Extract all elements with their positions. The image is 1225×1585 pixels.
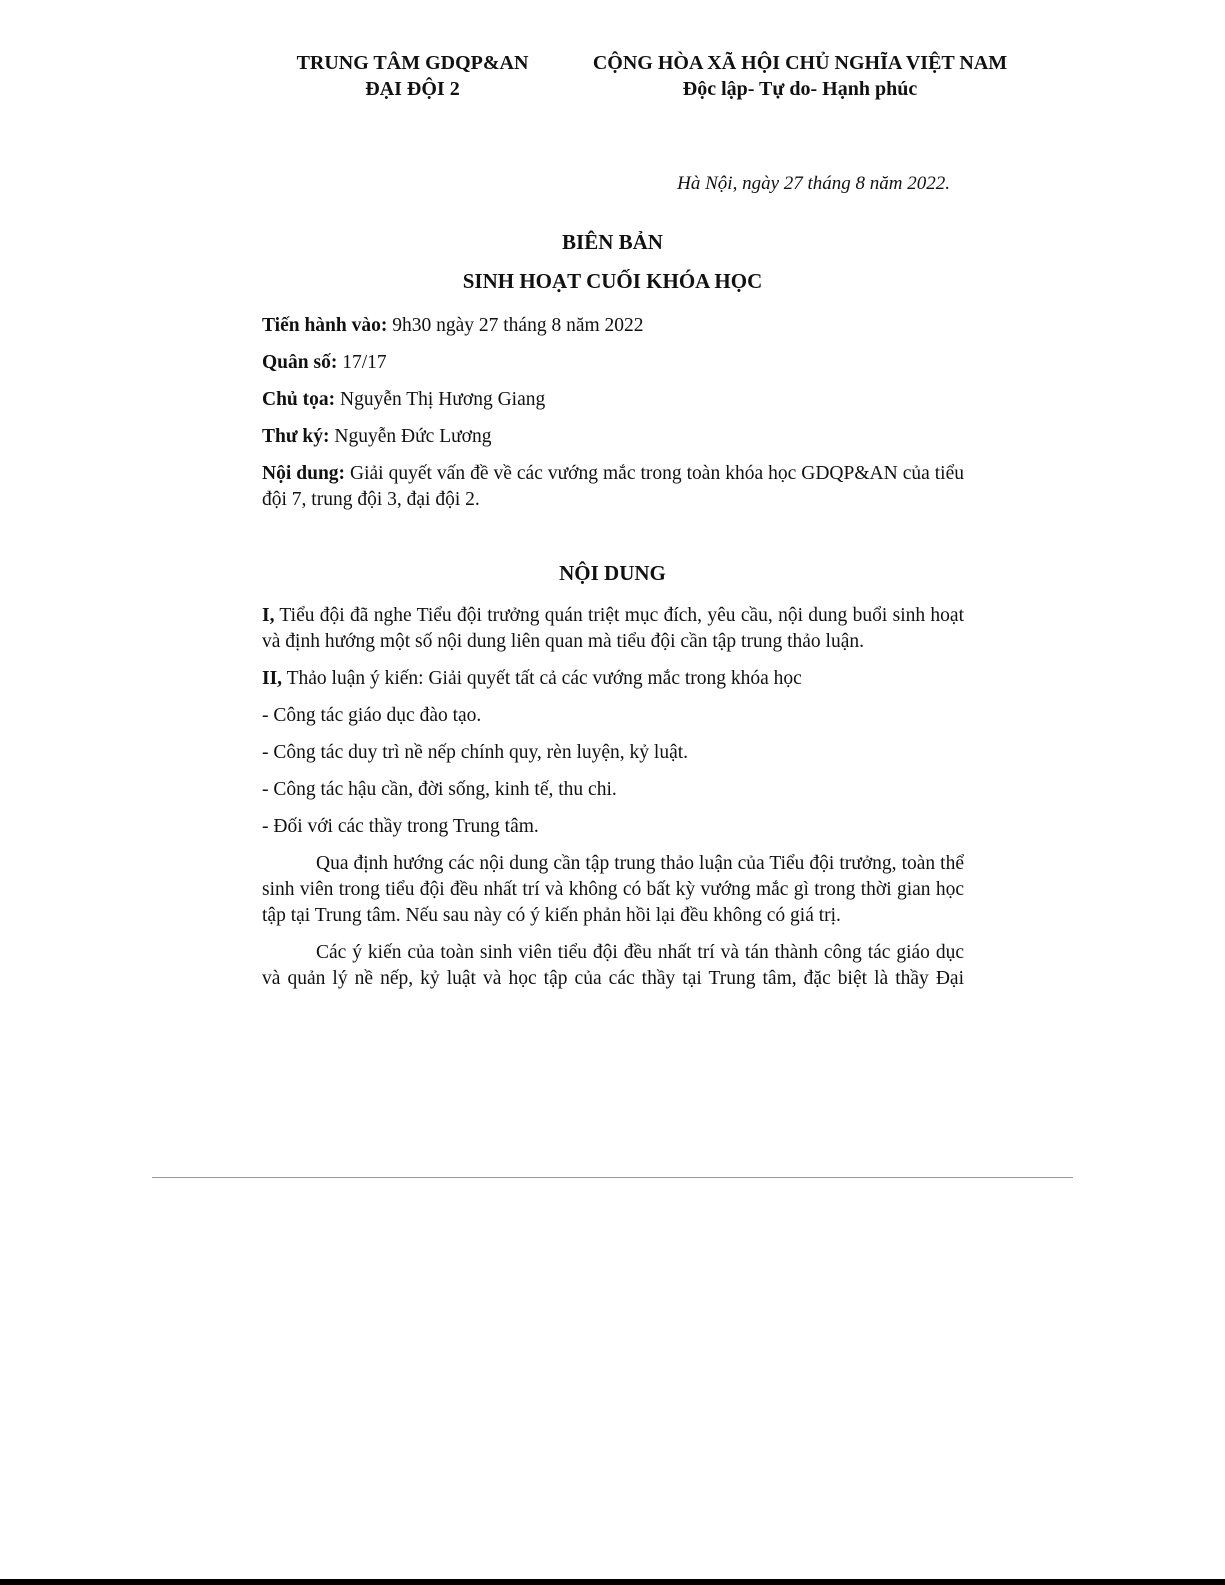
national-motto: Độc lập- Tự do- Hạnh phúc: [682, 78, 918, 100]
item-1-text: Tiểu đội đã nghe Tiểu đội trưởng quán triệt mục đích, yêu cầu, nội dung buổi sinh hoạt và định hướng một số nội dung liên quan mà tiểu đội cần tập trung thảo luận.: [262, 605, 964, 652]
meta-time-value: 9h30 ngày 27 tháng 8 năm 2022: [387, 315, 644, 336]
section-heading: NỘI DUNG: [559, 561, 666, 585]
meta-count-value: 17/17: [337, 352, 387, 373]
national-title: CỘNG HÒA XÃ HỘI CHỦ NGHĨA VIỆT NAM: [592, 52, 1008, 74]
bullet-item: - Công tác duy trì nề nếp chính quy, rèn luyện, kỷ luật.: [262, 742, 689, 763]
meta-content-label: Nội dung:: [262, 463, 346, 484]
document-subtitle: SINH HOẠT CUỐI KHÓA HỌC: [462, 269, 763, 293]
paragraph: Qua định hướng các nội dung cần tập trung thảo luận của Tiểu đội trưởng, toàn thể sinh viên trong tiểu đội đều nhất trí và không có bất kỳ vướng mắc gì trong thời gian học tập tại Trung tâm. Nếu sau này có ý kiến phản hồi lại đều không có giá trị.: [262, 853, 964, 926]
dateline: Hà Nội, ngày 27 tháng 8 năm 2022.: [677, 173, 950, 194]
issuer-name: TRUNG TÂM GDQP&AN: [296, 52, 529, 74]
meta-secretary-value: Nguyễn Đức Lương: [329, 426, 492, 447]
national-header: [575, 50, 1025, 102]
item-1: [262, 603, 964, 655]
meta-time: [262, 313, 964, 339]
meta-count: [262, 350, 964, 376]
meta-chair-label: Chủ tọa:: [262, 389, 336, 410]
meta-block: [262, 313, 964, 513]
body-block: [262, 603, 964, 992]
meta-chair-value: Nguyễn Thị Hương Giang: [335, 389, 546, 410]
document-title: BIÊN BẢN: [562, 230, 663, 254]
item-2-text: Thảo luận ý kiến: Giải quyết tất cả các vướng mắc trong khóa học: [282, 668, 802, 689]
page-bottom-edge: [0, 1579, 1225, 1585]
bullet-item: - Công tác giáo dục đào tạo.: [262, 705, 482, 726]
meta-content: [262, 461, 964, 513]
issuer-header: [280, 50, 545, 102]
meta-count-label: Quân số:: [262, 352, 338, 373]
meta-secretary: [262, 424, 964, 450]
meta-secretary-label: Thư ký:: [262, 426, 330, 447]
meta-chair: [262, 387, 964, 413]
footer-divider: [152, 1177, 1073, 1178]
item-2-label: II,: [262, 668, 283, 689]
meta-content-value: Giải quyết vấn đề về các vướng mắc trong toàn khóa học GDQP&AN của tiểu đội 7, trung đội 3, đại đội 2.: [262, 463, 964, 510]
meta-time-label: Tiến hành vào:: [262, 315, 388, 336]
item-1-label: I,: [262, 605, 275, 626]
bullet-item: - Đối với các thầy trong Trung tâm.: [262, 816, 539, 837]
issuer-unit: ĐẠI ĐỘI 2: [365, 78, 460, 100]
bullet-item: - Công tác hậu cần, đời sống, kinh tế, thu chi.: [262, 779, 617, 800]
paragraph: Các ý kiến của toàn sinh viên tiểu đội đều nhất trí và tán thành công tác giáo dục và quản lý nề nếp, kỷ luật và học tập của các thầy tại Trung tâm, đặc biệt là thầy Đại: [262, 942, 964, 989]
item-2: [262, 666, 964, 692]
